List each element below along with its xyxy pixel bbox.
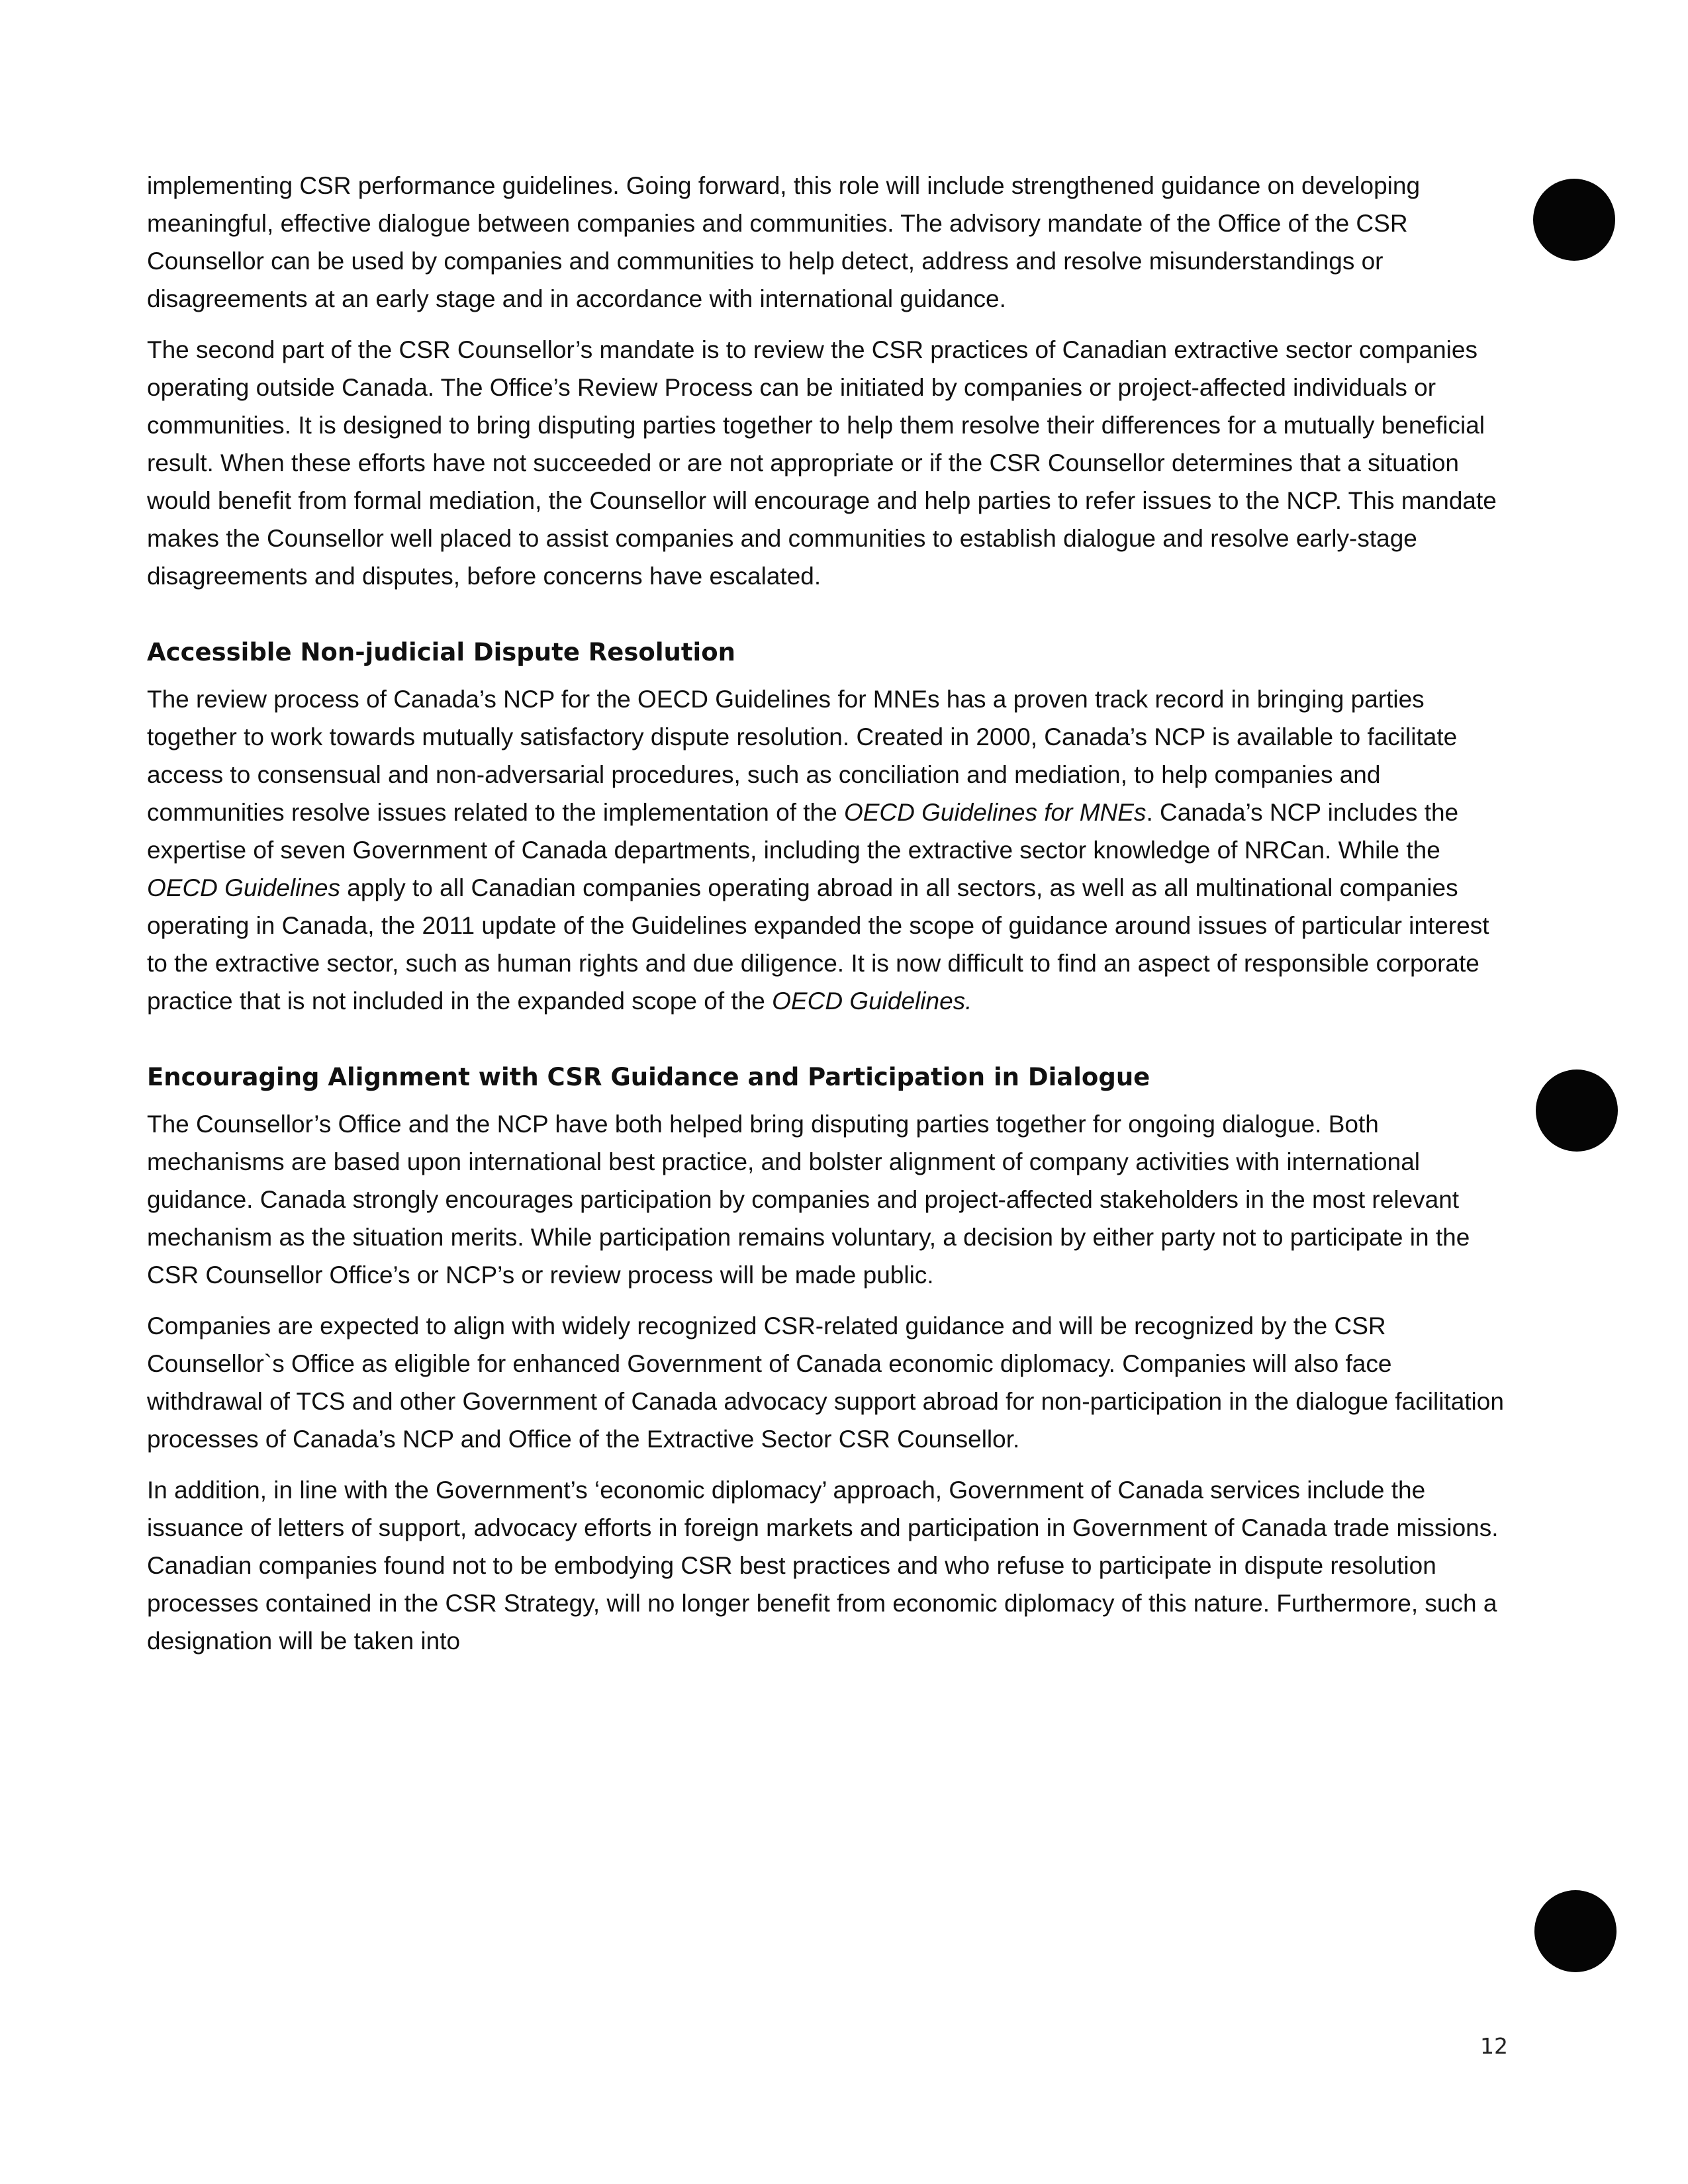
binder-hole-top xyxy=(1533,179,1615,261)
ncp-italic-1: OECD Guidelines for MNEs xyxy=(843,799,1147,826)
binder-hole-middle xyxy=(1536,1069,1618,1152)
ncp-text-part-3: apply to all Canadian companies operating abroad in all sectors, as well as all multinational companies operating in Canada, the 2011 update of the Guidelines expanded the scope of guidance around issues of particular interest to the extractive sector, such as human rights and due diligence. It is now difficult to find an aspect of responsible corporate practice that is not included in the expanded scope of the xyxy=(147,874,1489,1015)
paragraph-economic-diplomacy: In addition, in line with the Government’s ‘economic diplomacy’ approach, Government of Canada services include the issuance of letters of support, advocacy efforts in foreign markets and participation in Government of Canada trade missions. Canadian companies found not to be embodying CSR best practices and who refuse to participate in dispute resolution processes contained in the CSR Strategy, will no longer benefit from economic diplomacy of this nature. Furthermore, such a designation will be taken into xyxy=(147,1477,1499,1655)
ncp-text-part-1: The review process of Canada’s NCP for the OECD Guidelines for MNEs has a proven track record in bringing parties together to work towards mutually satisfactory dispute resolution. Created in 2000, Canada’s NCP is available to facilitate access to consensual and non-adversarial procedures, such as conciliation and mediation, to help companies and communities resolve issues related to the implementation of the xyxy=(147,686,1458,826)
paragraph-advisory-mandate: implementing CSR performance guidelines. Going forward, this role will include strengthened guidance on developing meaningful, effective dialogue between companies and communities. The advisory mandate of the Office of the CSR Counsellor can be used by companies and communities to help detect, address and resolve misunderstandings or disagreements at an early stage and in accordance with international guidance. xyxy=(147,172,1421,312)
ncp-italic-2: OECD Guidelines xyxy=(147,874,341,901)
page-number: 12 xyxy=(1480,2033,1508,2059)
paragraph-dialogue: The Counsellor’s Office and the NCP have both helped bring disputing parties together for ongoing dialogue. Both mechanisms are based upon international best practice, and bolster alignment of company activities with international guidance. Canada strongly encourages participation by companies and project-affected stakeholders in the most relevant mechanism as the situation merits. While participation remains voluntary, a decision by either party not to participate in the CSR Counsellor Office’s or NCP’s or review process will be made public. xyxy=(147,1111,1470,1289)
ncp-text-part-2: . Canada’s NCP includes the expertise of seven Government of Canada departments, including the extractive sector knowledge of NRCan. While the xyxy=(147,799,1459,864)
ncp-italic-3: OECD Guidelines. xyxy=(772,987,972,1015)
paragraph-ncp-review xyxy=(147,680,1511,1020)
document-page xyxy=(147,167,1511,1673)
binder-hole-bottom xyxy=(1534,1890,1617,1972)
paragraph-review-mandate: The second part of the CSR Counsellor’s mandate is to review the CSR practices of Canadian extractive sector companies operating outside Canada. The Office’s Review Process can be initiated by companies or project-affected individuals or communities. It is designed to bring disputing parties together to help them resolve their differences for a mutually beneficial result. When these efforts have not succeeded or are not appropriate or if the CSR Counsellor determines that a situation would benefit from formal mediation, the Counsellor will encourage and help parties to refer issues to the NCP. This mandate makes the Counsellor well placed to assist companies and communities to establish dialogue and resolve early-stage disagreements and disputes, before concerns have escalated. xyxy=(147,336,1497,590)
section-heading-dispute-resolution: Accessible Non-judicial Dispute Resolution xyxy=(147,638,735,666)
section-heading-alignment: Encouraging Alignment with CSR Guidance and Participation in Dialogue xyxy=(147,1063,1150,1091)
paragraph-companies-expected: Companies are expected to align with widely recognized CSR-related guidance and will be recognized by the CSR Counsellor`s Office as eligible for enhanced Government of Canada economic diplomacy. Companies will also face withdrawal of TCS and other Government of Canada advocacy support abroad for non-participation in the dialogue facilitation processes of Canada’s NCP and Office of the Extractive Sector CSR Counsellor. xyxy=(147,1312,1504,1453)
